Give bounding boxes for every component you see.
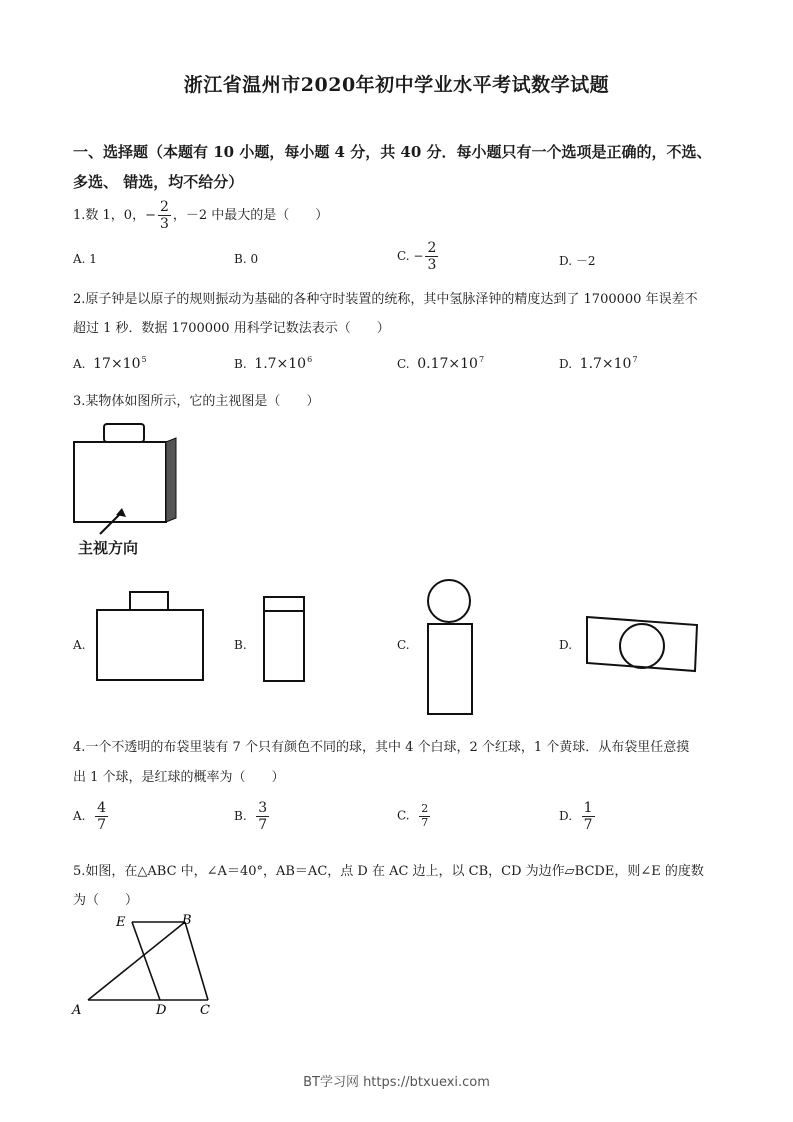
q3-option-b: B. <box>234 638 247 652</box>
q5-label-b: B <box>182 913 192 928</box>
q3-option-a: A. <box>73 638 86 652</box>
q5-parallelogram-figure <box>70 910 230 1020</box>
question-3-stem: 3.某物体如图所示，它的主视图是（ ） <box>73 394 320 409</box>
q1-option-b: B. 0 <box>234 252 259 266</box>
q5-label-a: A <box>72 1003 82 1018</box>
q1-fraction: $\frac{2}{3}$ <box>159 199 169 233</box>
section-heading-line2: 多选、 错选，均不给分） <box>73 173 244 191</box>
page-title: 浙江省温州市2020年初中学业水平考试数学试题 <box>183 74 610 96</box>
q1-option-d: D. －2 <box>559 254 596 268</box>
question-1-stem: 1.数 1，0，− $\frac{2}{3}$ ，－2 中最大的是（ ） <box>73 199 329 233</box>
q1-option-c: C. − $\frac{2}{3}$ <box>397 240 437 274</box>
question-2-stem-line2: 超过 1 秒．数据 1700000 用科学记数法表示（ ） <box>73 321 390 336</box>
footer-watermark[interactable]: BT学习网 https://btxuexi.com <box>303 1075 490 1090</box>
q4-option-b: B. $\frac{3}{7}$ <box>234 800 268 834</box>
q3-option-c: C. <box>397 638 410 652</box>
q3-option-d-figure <box>585 615 700 675</box>
q2-option-a: A. $17\times 10^5$ <box>73 355 147 372</box>
q1-option-a: A. 1 <box>73 252 97 266</box>
q5-label-e: E <box>116 915 126 930</box>
q2-option-c: C. $0.17\times 10^7$ <box>397 355 485 372</box>
q2-option-b: B. $1.7\times 10^6$ <box>234 355 313 372</box>
q1-frac-sign: − <box>145 208 156 224</box>
question-2-stem-line1: 2.原子钟是以原子的规则振动为基础的各种守时装置的统称，其中氢脉泽钟的精度达到了 1700000 年误差不 <box>73 292 698 307</box>
question-4-stem-line2: 出 1 个球，是红球的概率为（ ） <box>73 770 285 785</box>
q3-figure-caption: 主视方向 <box>78 539 139 557</box>
section-heading-line1: 一、选择题（本题有 10 小题，每小题 4 分，共 40 分．每小题只有一个选项是正确的，不选、 <box>73 143 712 161</box>
q3-option-c-figure <box>425 578 475 718</box>
question-5-stem-line2: 为（ ） <box>73 893 139 908</box>
q3-option-a-figure <box>95 590 205 685</box>
question-5-stem-line1: 5.如图，在△ABC 中，∠A＝40°，AB＝AC，点 D 在 AC 边上，以 CB，CD 为边作▱BCDE，则∠E 的度数 <box>73 864 704 879</box>
q4-option-c: C. $\frac{2}{7}$ <box>397 802 429 829</box>
q3-object-figure <box>70 422 190 537</box>
question-4-stem-line1: 4.一个不透明的布袋里装有 7 个只有颜色不同的球，其中 4 个白球，2 个红球，1 个黄球．从布袋里任意摸 <box>73 740 690 755</box>
q4-option-a: A. $\frac{4}{7}$ <box>73 800 107 834</box>
q2-option-d: D. $1.7\times 10^7$ <box>559 355 638 372</box>
q3-option-b-figure <box>262 595 307 685</box>
q5-label-c: C <box>200 1003 210 1018</box>
q5-label-d: D <box>156 1003 167 1018</box>
q3-option-d: D. <box>559 638 573 652</box>
q4-option-d: D. $\frac{1}{7}$ <box>559 800 593 834</box>
